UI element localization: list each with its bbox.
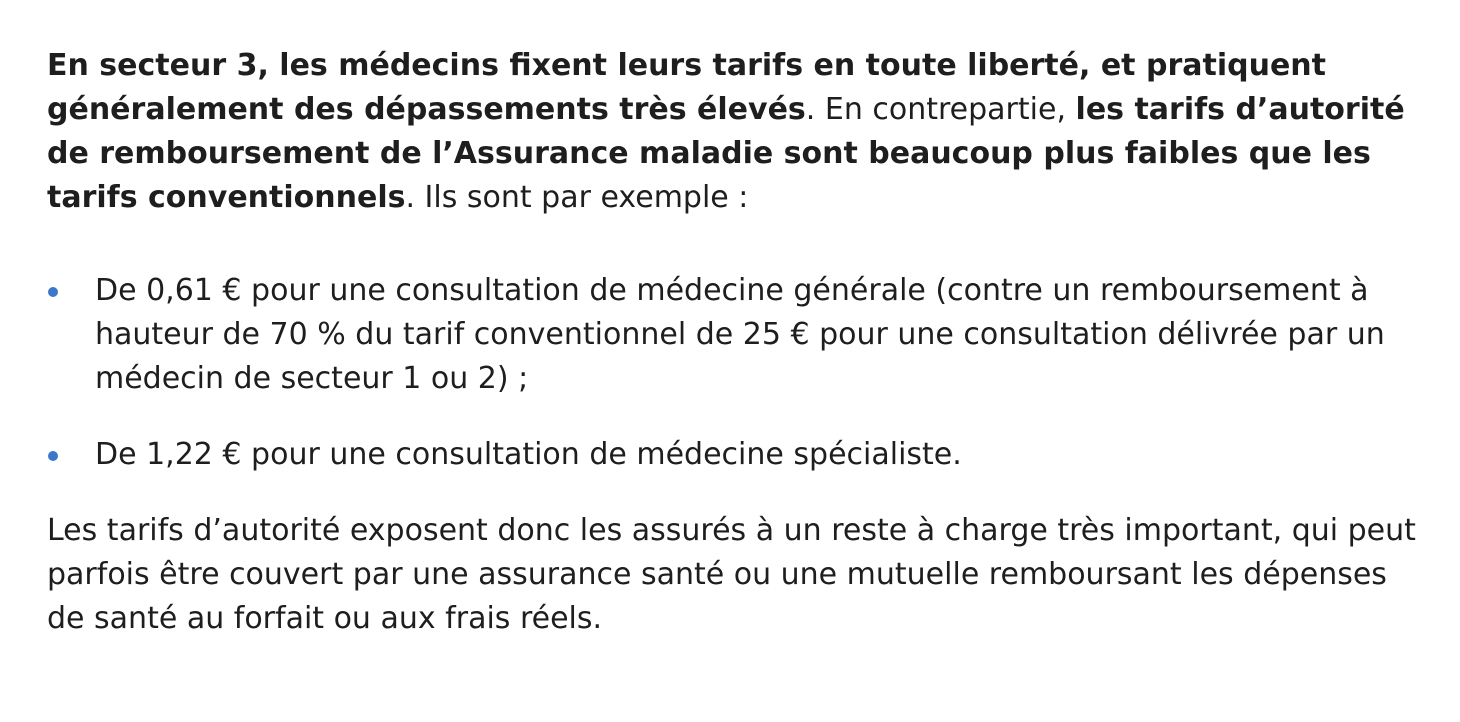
bullet-icon [48,287,58,297]
list-item [47,269,1417,401]
intro-text-2: . Ils sont par exemple : [405,180,749,215]
intro-bold-2: les tarifs d’autorité de remboursement de l’Assurance maladie sont beaucoup plus faibles que les tarifs conventionnels [47,92,1405,215]
article-body [47,44,1417,641]
list-item-text: De 0,61 € pour une consultation de médecine générale (contre un remboursement à hauteur de 70 % du tarif conventionnel de 25 € pour une consultation délivrée par un médecin de secteur 1 ou 2) ; [95,273,1385,396]
list-item [47,433,1417,477]
conclusion-paragraph: Les tarifs d’autorité exposent donc les assurés à un reste à charge très important, qui peut parfois être couvert par une assurance santé ou une mutuelle remboursant les dépenses de santé au forfait ou aux frais réels. [47,513,1416,636]
intro-paragraph [47,44,1417,220]
list-item-text: De 1,22 € pour une consultation de médecine spécialiste. [95,437,962,472]
intro-bold-1: En secteur 3, les médecins fixent leurs tarifs en toute liberté, et pratiquent généralement des dépassements très élevés [47,48,1326,127]
bullet-icon [48,451,58,461]
intro-text-1: . En contrepartie, [805,92,1076,127]
tariff-list [47,269,1417,477]
